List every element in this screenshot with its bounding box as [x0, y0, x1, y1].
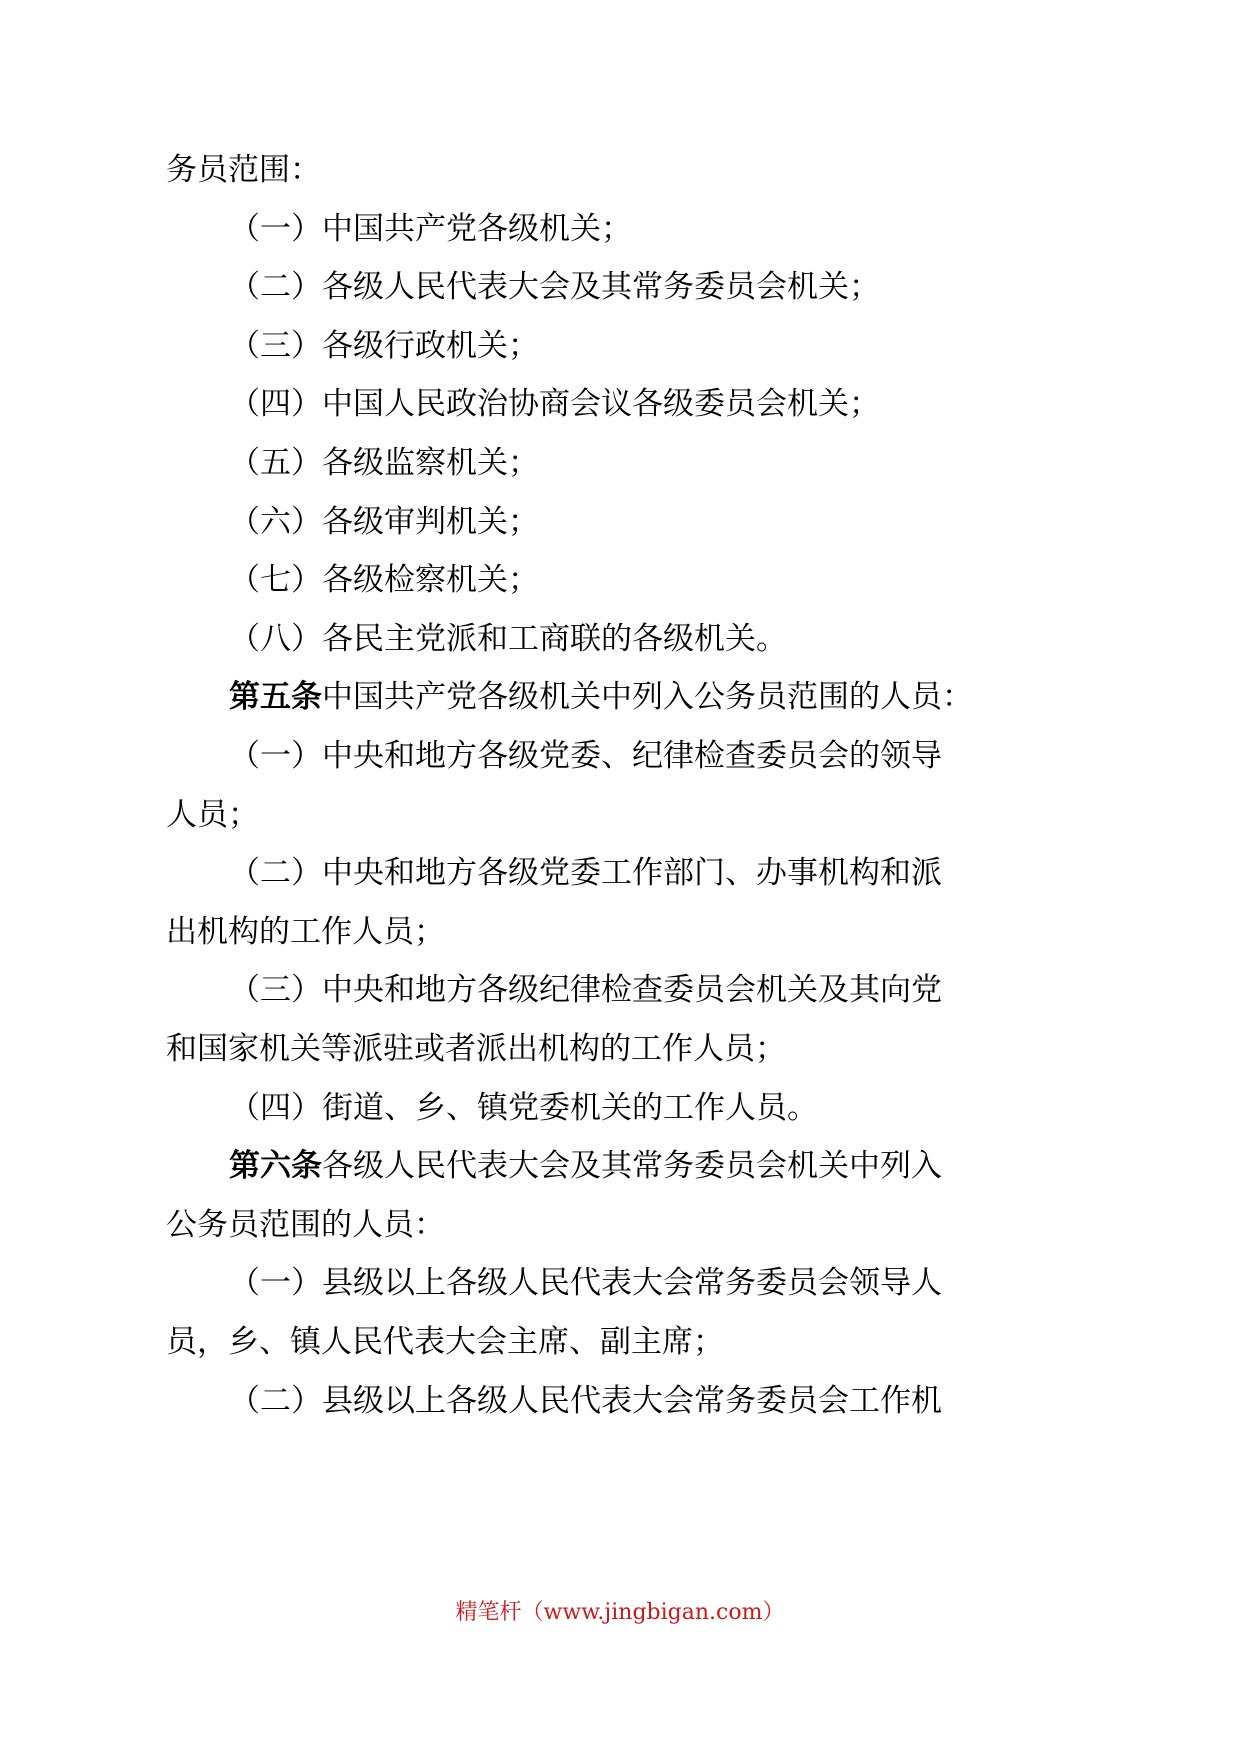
- line-text: （二）中央和地方各级党委工作部门、办事机构和派: [229, 855, 942, 892]
- line-text: （四）街道、乡、镇党委机关的工作人员。: [229, 1089, 818, 1126]
- line-text: （一）中央和地方各级党委、纪律检查委员会的领导: [229, 738, 942, 774]
- line-text: （七）各级检察机关；: [229, 562, 539, 599]
- line-text: （五）各级监察机关；: [229, 445, 539, 481]
- line-text: 务员范围：: [166, 152, 321, 188]
- text-line: [229, 736, 942, 776]
- line-text: （八）各民主党派和工商联的各级机关。: [229, 620, 787, 657]
- text-line: [229, 384, 880, 424]
- line-text: 中国共产党各级机关中列入公务员范围的人员：: [322, 679, 973, 716]
- article-number: 第六条: [229, 1148, 322, 1185]
- line-text: （一）县级以上各级人民代表大会常务委员会领导人: [229, 1265, 942, 1302]
- text-line: [229, 326, 539, 366]
- text-line: [229, 1381, 942, 1421]
- line-text: 出机构的工作人员；: [166, 913, 445, 950]
- text-line: [229, 1146, 942, 1186]
- text-line: [229, 619, 787, 659]
- text-line: [229, 853, 942, 893]
- text-line: [166, 1029, 786, 1069]
- line-text: （一）中国共产党各级机关；: [229, 210, 632, 247]
- article-number: 第五条: [229, 679, 322, 716]
- line-text: （二）县级以上各级人民代表大会常务委员会工作机: [229, 1382, 942, 1419]
- text-line: [166, 150, 321, 190]
- text-line: [229, 677, 973, 717]
- line-text: （四）中国人民政治协商会议各级委员会机关；: [229, 386, 880, 423]
- line-text: （六）各级审判机关；: [229, 503, 539, 540]
- text-line: [166, 795, 259, 835]
- text-line: [229, 502, 539, 542]
- text-line: [229, 1263, 942, 1303]
- line-text: （三）各级行政机关；: [229, 327, 539, 364]
- line-text: 各级人民代表大会及其常务委员会机关中列入: [322, 1148, 942, 1185]
- text-line: [166, 1205, 445, 1245]
- line-text: 人员；: [166, 796, 259, 833]
- line-text: 和国家机关等派驻或者派出机构的工作人员；: [166, 1031, 786, 1067]
- line-text: 员，乡、镇人民代表大会主席、副主席；: [166, 1324, 724, 1360]
- line-text: （三）中央和地方各级纪律检查委员会机关及其向党: [229, 972, 942, 1009]
- text-line: [229, 560, 539, 600]
- text-line: [229, 443, 539, 483]
- text-line: [229, 267, 880, 307]
- line-text: 公务员范围的人员：: [166, 1206, 445, 1243]
- text-line: [229, 970, 942, 1010]
- line-text: （二）各级人民代表大会及其常务委员会机关；: [229, 269, 880, 306]
- footer-watermark: 精笔杆（www.jingbigan.com）: [455, 1600, 785, 1625]
- text-line: [229, 209, 632, 249]
- text-line: [229, 1088, 818, 1128]
- text-line: [166, 912, 445, 952]
- text-line: [166, 1322, 724, 1362]
